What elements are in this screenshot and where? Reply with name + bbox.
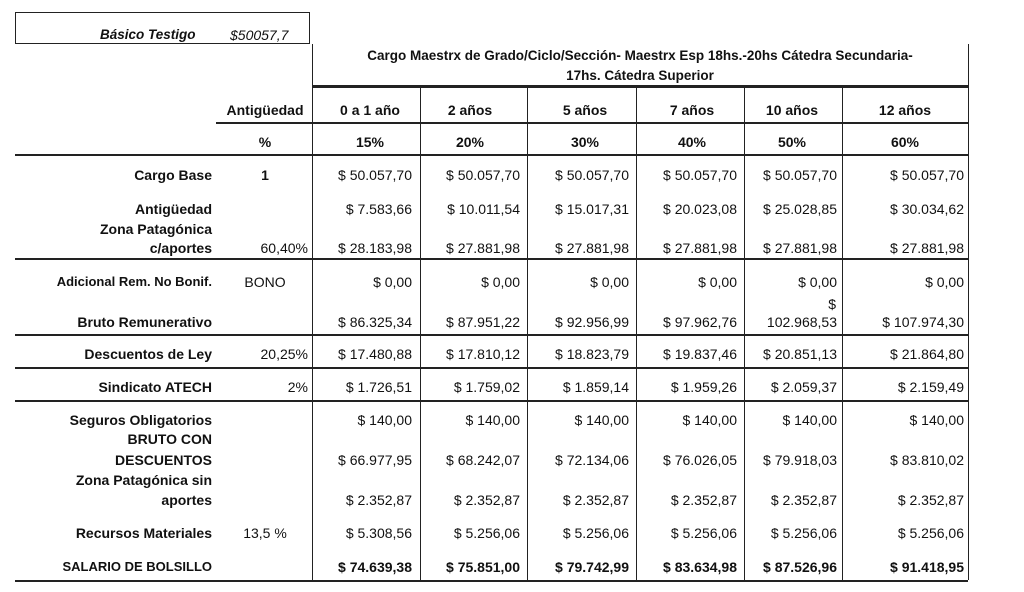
header-years-1: 2 años (447, 102, 493, 118)
grid-line (312, 86, 968, 88)
header-years-3: 7 años (669, 102, 715, 118)
row-value-bruto_desc-5: $ 83.810,02 (890, 452, 964, 468)
row-value-seguros-4: $ 140,00 (782, 412, 837, 428)
header-percent: % (258, 134, 272, 150)
row-value-adicional-0: $ 0,00 (373, 274, 412, 290)
row-value-adicional-1: $ 0,00 (481, 274, 520, 290)
grid-line (15, 258, 968, 260)
header-pct-5: 60% (890, 134, 920, 150)
row-value-zona_con-1: $ 27.881,98 (446, 240, 520, 256)
row-value-salario-3: $ 83.634,98 (663, 559, 737, 575)
row-value-descuentos-2: $ 18.823,79 (555, 346, 629, 362)
row-value-cargo_base-1: $ 50.057,70 (446, 167, 520, 183)
row-value-bruto_rem-1: $ 87.951,22 (446, 314, 520, 330)
row-value-bruto_rem-5: $ 107.974,30 (882, 314, 964, 330)
header-pct-2: 30% (570, 134, 600, 150)
table-title-line-1: Cargo Maestrx de Grado/Ciclo/Sección- Maestrx Esp 18hs.-20hs Cátedra Secundaria- (367, 48, 913, 63)
row-label-seguros: Seguros Obligatorios (69, 412, 212, 428)
column-divider (312, 44, 313, 580)
header-years-0: 0 a 1 año (340, 102, 400, 118)
row-value-sindicato-1: $ 1.759,02 (453, 379, 520, 395)
row-value-zona_con-5: $ 27.881,98 (890, 240, 964, 256)
row-value-recursos-3: $ 5.256,06 (670, 525, 737, 541)
header-antiguedad: Antigüedad (226, 102, 304, 118)
row-value-salario-5: $ 91.418,95 (890, 559, 964, 575)
row-param-zona_con: 60,40% (260, 240, 308, 256)
row-extra-dollar-bruto_rem: $ (828, 296, 836, 312)
row-label-salario: SALARIO DE BOLSILLO (62, 559, 212, 574)
row-label-antiguedad: Antigüedad (135, 201, 212, 217)
row-value-descuentos-0: $ 17.480,88 (338, 346, 412, 362)
row-label-descuentos: Descuentos de Ley (84, 346, 212, 362)
row-value-sindicato-0: $ 1.726,51 (345, 379, 412, 395)
row-value-antiguedad-1: $ 10.011,54 (447, 201, 520, 217)
row-label-bruto_desc-1: BRUTO CON (127, 431, 212, 447)
row-label-zona_con-1: Zona Patagónica (99, 221, 212, 237)
row-value-zona_con-4: $ 27.881,98 (763, 240, 837, 256)
row-value-recursos-2: $ 5.256,06 (562, 525, 629, 541)
row-value-seguros-1: $ 140,00 (465, 412, 520, 428)
row-value-cargo_base-2: $ 50.057,70 (555, 167, 629, 183)
row-value-cargo_base-0: $ 50.057,70 (338, 167, 412, 183)
basico-testigo-value: $50057,7 (230, 27, 289, 43)
grid-line (15, 400, 968, 402)
row-value-recursos-1: $ 5.256,06 (453, 525, 520, 541)
grid-line (15, 580, 968, 582)
row-value-zona_con-3: $ 27.881,98 (663, 240, 737, 256)
row-value-recursos-5: $ 5.256,06 (897, 525, 964, 541)
basico-testigo-label: Básico Testigo (100, 27, 196, 42)
row-value-zona_sin-5: $ 2.352,87 (897, 492, 964, 508)
header-pct-4: 50% (777, 134, 807, 150)
row-label-zona_sin-2: aportes (161, 492, 212, 508)
row-value-seguros-0: $ 140,00 (357, 412, 412, 428)
column-divider (420, 86, 421, 580)
row-value-antiguedad-5: $ 30.034,62 (890, 201, 964, 217)
row-value-bruto_rem-4: 102.968,53 (766, 314, 837, 330)
row-param-cargo_base: 1 (261, 167, 269, 183)
row-label-bruto_desc-2: DESCUENTOS (115, 452, 212, 468)
row-value-bruto_rem-3: $ 97.962,76 (663, 314, 737, 330)
column-divider (968, 44, 969, 580)
row-value-sindicato-2: $ 1.859,14 (562, 379, 629, 395)
row-label-zona_con-2: c/aportes (149, 240, 212, 256)
row-param-adicional: BONO (244, 274, 286, 290)
row-value-adicional-3: $ 0,00 (698, 274, 737, 290)
row-value-zona_con-0: $ 28.183,98 (338, 240, 412, 256)
row-value-zona_sin-3: $ 2.352,87 (670, 492, 737, 508)
row-value-adicional-5: $ 0,00 (925, 274, 964, 290)
grid-line (216, 122, 968, 124)
row-value-bruto_desc-3: $ 76.026,05 (663, 452, 737, 468)
row-value-antiguedad-3: $ 20.023,08 (663, 201, 737, 217)
row-value-zona_con-2: $ 27.881,98 (555, 240, 629, 256)
row-value-descuentos-5: $ 21.864,80 (890, 346, 964, 362)
grid-line (15, 154, 968, 156)
row-value-cargo_base-3: $ 50.057,70 (663, 167, 737, 183)
row-value-antiguedad-0: $ 7.583,66 (345, 201, 412, 217)
column-divider (842, 86, 843, 580)
row-value-descuentos-3: $ 19.837,46 (663, 346, 737, 362)
row-value-sindicato-4: $ 2.059,37 (770, 379, 837, 395)
row-label-cargo_base: Cargo Base (134, 167, 212, 183)
row-label-bruto_rem: Bruto Remunerativo (77, 314, 212, 330)
row-param-sindicato: 2% (287, 379, 308, 395)
row-value-bruto_desc-0: $ 66.977,95 (338, 452, 412, 468)
table-title-line-2: 17hs. Cátedra Superior (566, 68, 714, 83)
row-value-zona_sin-2: $ 2.352,87 (562, 492, 629, 508)
row-value-descuentos-1: $ 17.810,12 (446, 346, 520, 362)
row-value-recursos-0: $ 5.308,56 (345, 525, 412, 541)
header-pct-1: 20% (455, 134, 485, 150)
header-years-4: 10 años (765, 102, 819, 118)
row-value-descuentos-4: $ 20.851,13 (763, 346, 837, 362)
row-value-salario-0: $ 74.639,38 (338, 559, 412, 575)
row-value-antiguedad-4: $ 25.028,85 (763, 201, 837, 217)
row-value-adicional-4: $ 0,00 (798, 274, 837, 290)
row-value-bruto_rem-2: $ 92.956,99 (555, 314, 629, 330)
row-value-salario-1: $ 75.851,00 (446, 559, 520, 575)
row-param-recursos: 13,5 % (243, 525, 287, 541)
row-value-recursos-4: $ 5.256,06 (770, 525, 837, 541)
row-label-sindicato: Sindicato ATECH (98, 379, 212, 395)
column-divider (527, 86, 528, 580)
row-value-zona_sin-4: $ 2.352,87 (770, 492, 837, 508)
grid-line (15, 367, 968, 369)
row-value-bruto_desc-4: $ 79.918,03 (763, 452, 837, 468)
row-value-bruto_desc-2: $ 72.134,06 (555, 452, 629, 468)
row-value-zona_sin-1: $ 2.352,87 (453, 492, 520, 508)
row-value-cargo_base-5: $ 50.057,70 (890, 167, 964, 183)
row-value-salario-4: $ 87.526,96 (763, 559, 837, 575)
row-value-sindicato-3: $ 1.959,26 (670, 379, 737, 395)
row-value-sindicato-5: $ 2.159,49 (897, 379, 964, 395)
row-value-seguros-5: $ 140,00 (909, 412, 964, 428)
row-param-descuentos: 20,25% (260, 346, 308, 362)
row-value-zona_sin-0: $ 2.352,87 (345, 492, 412, 508)
row-value-seguros-3: $ 140,00 (682, 412, 737, 428)
column-divider (744, 86, 745, 580)
row-value-cargo_base-4: $ 50.057,70 (763, 167, 837, 183)
header-years-2: 5 años (562, 102, 608, 118)
row-value-antiguedad-2: $ 15.017,31 (555, 201, 629, 217)
grid-line (15, 334, 968, 336)
header-pct-0: 15% (355, 134, 385, 150)
row-value-adicional-2: $ 0,00 (590, 274, 629, 290)
row-value-bruto_rem-0: $ 86.325,34 (338, 314, 412, 330)
column-divider (636, 86, 637, 580)
row-label-zona_sin-1: Zona Patagónica sin (75, 472, 212, 488)
row-value-seguros-2: $ 140,00 (574, 412, 629, 428)
header-years-5: 12 años (878, 102, 932, 118)
row-label-recursos: Recursos Materiales (75, 525, 212, 541)
row-value-salario-2: $ 79.742,99 (555, 559, 629, 575)
row-value-bruto_desc-1: $ 68.242,07 (446, 452, 520, 468)
header-pct-3: 40% (677, 134, 707, 150)
row-label-adicional: Adicional Rem. No Bonif. (56, 274, 212, 289)
